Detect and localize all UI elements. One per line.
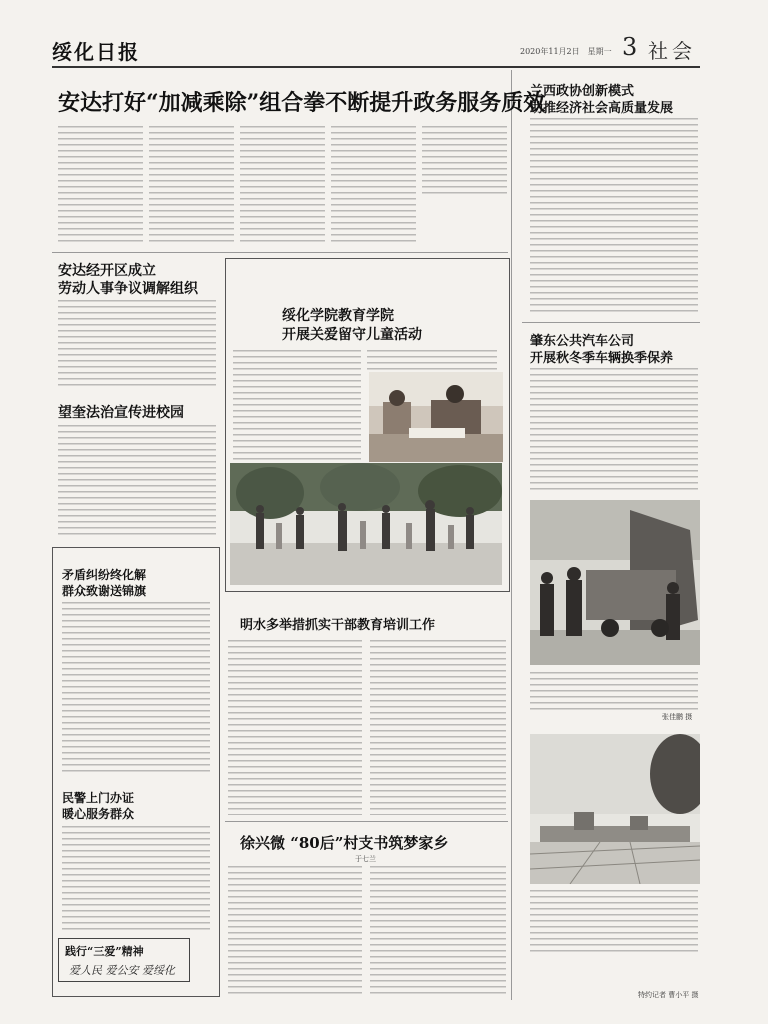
- lanxi-rule: [522, 322, 700, 323]
- campus-body: [58, 425, 216, 537]
- slogan-line-1: 践行“三爱”精神: [65, 945, 144, 958]
- lead-body-col4: [331, 126, 416, 244]
- xu-body-col1: [228, 866, 362, 994]
- bus-body: [530, 368, 698, 492]
- slogan-line-2: 爱人民 爱公安 爱绥化: [69, 964, 175, 977]
- labor-headline-2: 劳动人事争议调解组织: [58, 281, 198, 297]
- college-body-col1: [233, 350, 361, 460]
- bus-maintenance-photo: [530, 500, 700, 665]
- police-headline-2: 暖心服务群众: [62, 807, 135, 821]
- header-rule: [52, 66, 700, 68]
- bus-caption: [530, 672, 698, 710]
- lanxi-headline-2: 助推经济社会高质量发展: [530, 101, 674, 116]
- lanxi-body: [530, 118, 698, 314]
- xu-headline: 徐兴微 “80后”村支书筑梦家乡: [240, 834, 449, 852]
- section-name: 社会: [648, 39, 696, 63]
- xu-body-col2: [370, 866, 506, 994]
- dispute-body: [62, 602, 210, 774]
- column-divider: [511, 70, 512, 1000]
- college-body-col2: [367, 350, 497, 370]
- masthead-logo: 绥化日报: [52, 40, 140, 64]
- dispute-headline-1: 矛盾纠纷终化解: [62, 568, 147, 582]
- dispute-headline-2: 群众致谢送锦旗: [62, 584, 147, 598]
- town-square-caption: [530, 890, 698, 952]
- xu-byline: 于七兰: [355, 855, 376, 863]
- lead-body-col1: [58, 126, 143, 244]
- mingshui-body-col1: [228, 640, 362, 815]
- bottom-photo-credit: 特约记者 曹小平 摄: [638, 991, 699, 999]
- classroom-photo: [369, 372, 503, 462]
- mingshui-body-col2: [370, 640, 506, 815]
- lead-body-col5: [422, 126, 507, 196]
- outdoor-activity-photo: [230, 463, 502, 585]
- lead-body-col3: [240, 126, 325, 244]
- lead-rule: [52, 252, 508, 253]
- police-headline-1: 民警上门办证: [62, 791, 135, 805]
- campus-headline: 望奎法治宣传进校园: [58, 405, 184, 421]
- college-headline-2: 开展关爱留守儿童活动: [282, 327, 422, 343]
- police-body: [62, 826, 210, 930]
- college-headline-1: 绥化学院教育学院: [282, 308, 394, 324]
- mingshui-headline: 明水多举措抓实干部教育培训工作: [240, 618, 436, 633]
- page-number: 3: [622, 33, 638, 61]
- lead-headline: 安达打好“加减乘除”组合拳不断提升政务服务质效: [58, 90, 546, 116]
- slogan-box: [58, 938, 190, 982]
- labor-headline-1: 安达经开区成立: [58, 263, 156, 279]
- labor-body: [58, 300, 216, 386]
- issue-date: 2020年11月2日 星期一: [520, 47, 612, 56]
- lanxi-headline-1: 兰西政协创新模式: [530, 84, 635, 99]
- bus-headline-1: 肇东公共汽车公司: [530, 334, 635, 349]
- mingshui-rule: [225, 821, 508, 822]
- town-square-photo: [530, 734, 700, 884]
- bus-photo-credit: 张佳鹏 摄: [662, 713, 693, 721]
- lead-body-col2: [149, 126, 234, 244]
- bus-headline-2: 开展秋冬季车辆换季保养: [530, 351, 674, 366]
